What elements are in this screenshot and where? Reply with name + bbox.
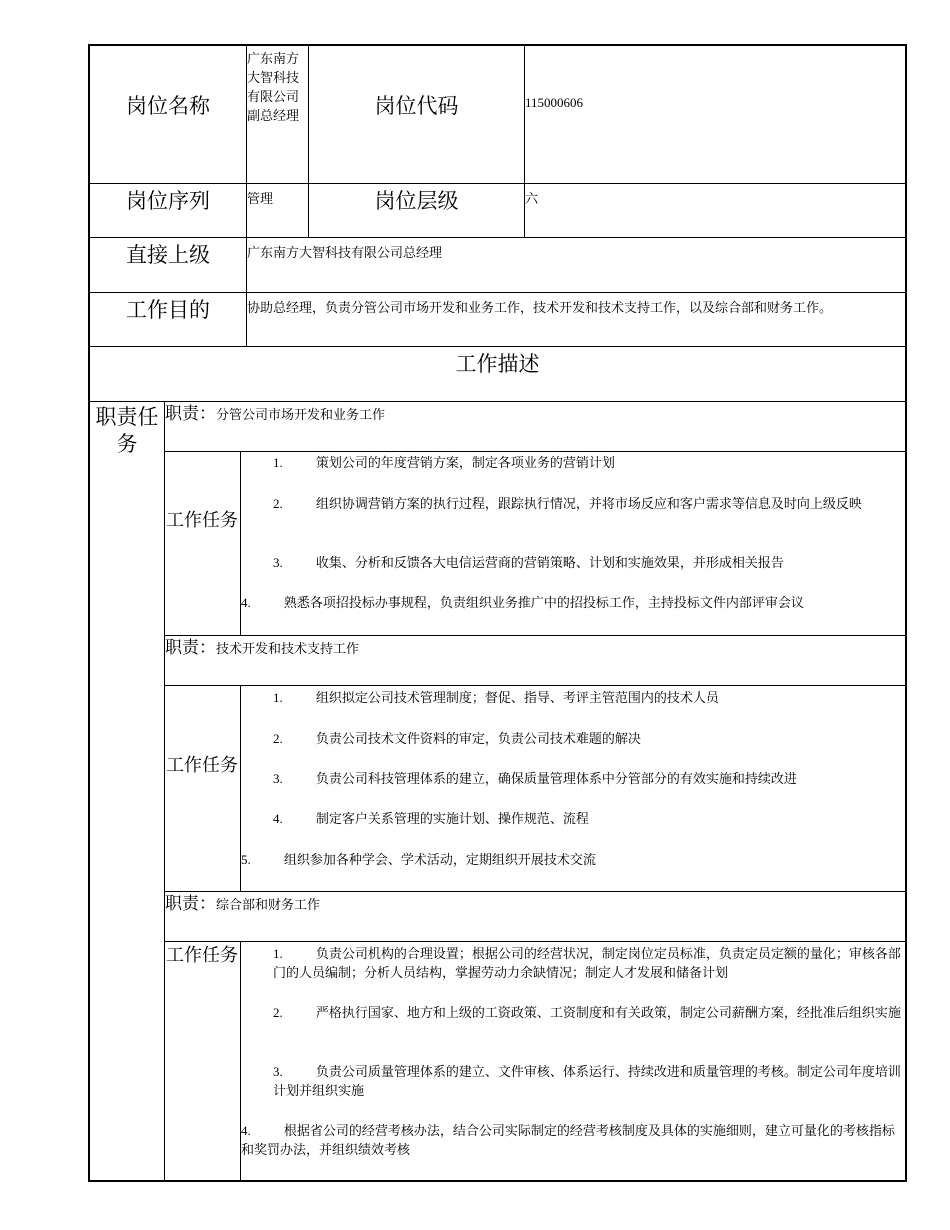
task-number: 1.	[273, 455, 283, 470]
superior-value: 广东南方大智科技有限公司总经理	[247, 246, 443, 261]
row-divider	[164, 451, 907, 452]
row-divider	[164, 635, 907, 636]
duty-title: 技术开发和技术支持工作	[216, 642, 360, 657]
task-item	[273, 729, 901, 749]
row-divider	[88, 401, 907, 402]
task-item	[273, 1062, 901, 1101]
superior-label: 直接上级	[126, 243, 210, 267]
purpose-label: 工作目的	[126, 298, 210, 322]
level-label: 岗位层级	[374, 189, 459, 213]
task-number: 3.	[273, 1064, 283, 1079]
description-title: 工作描述	[455, 352, 540, 376]
task-item	[273, 453, 901, 473]
task-number: 3.	[273, 771, 283, 786]
task-item	[241, 593, 903, 613]
duty-prefix: 职责：	[165, 894, 216, 914]
row-divider	[164, 941, 907, 942]
purpose-value: 协助总经理，负责分管公司市场开发和业务工作，技术开发和技术支持工作，以及综合部和财务工作。	[247, 301, 833, 316]
task-item	[273, 494, 901, 514]
task-text: 组织拟定公司技术管理制度；督促、指导、考评主管范围内的技术人员	[315, 691, 719, 706]
row-divider	[164, 685, 907, 686]
task-item	[273, 553, 901, 573]
task-item	[273, 769, 901, 789]
task-label: 工作任务	[166, 510, 238, 531]
row-divider	[164, 891, 907, 892]
task-number: 1.	[273, 690, 283, 705]
task-text: 组织协调营销方案的执行过程，跟踪执行情况，并将市场反应和客户需求等信息及时向上级反映	[315, 497, 862, 512]
duty-header	[165, 639, 359, 659]
duty-title: 综合部和财务工作	[216, 898, 321, 913]
row-divider	[88, 346, 907, 347]
task-number: 5.	[241, 852, 251, 867]
task-item	[273, 944, 901, 983]
task-number: 2.	[273, 1005, 283, 1020]
task-item	[241, 1121, 903, 1160]
task-number: 1.	[273, 946, 283, 961]
task-text: 负责公司技术文件资料的审定，负责公司技术难题的解决	[315, 732, 641, 747]
task-item	[273, 1003, 901, 1023]
task-text: 收集、分析和反馈各大电信运营商的营销策略、计划和实施效果，并形成相关报告	[315, 556, 784, 571]
sequence-value: 管理	[247, 192, 274, 207]
task-text: 组织参加各种学会、学术活动，定期组织开展技术交流	[283, 853, 596, 868]
position-name-label: 岗位名称	[126, 94, 210, 118]
duty-header	[165, 895, 320, 915]
task-text: 根据省公司的经营考核办法，结合公司实际制定的经营考核制度及具体的实施细则，建立可量化的考核指标和奖罚办法，并组织绩效考核	[241, 1124, 895, 1158]
position-code-value: 115000606	[525, 95, 584, 110]
position-name-value: 广东南方大智科技有限公司副总经理	[247, 52, 300, 124]
task-item	[273, 688, 901, 708]
task-label: 工作任务	[166, 945, 238, 966]
duty-title: 分管公司市场开发和业务工作	[216, 408, 386, 423]
task-text: 负责公司质量管理体系的建立、文件审核、体系运行、持续改进和质量管理的考核。制定公司年度培训计划并组织实施	[273, 1065, 901, 1099]
task-label: 工作任务	[166, 755, 238, 776]
task-item	[241, 850, 903, 870]
task-number: 3.	[273, 555, 283, 570]
task-text: 制定客户关系管理的实施计划、操作规范、流程	[315, 812, 589, 827]
sequence-label: 岗位序列	[126, 189, 210, 213]
level-value: 六	[525, 192, 539, 207]
position-code-label: 岗位代码	[374, 94, 459, 118]
task-number: 4.	[241, 595, 251, 610]
task-number: 2.	[273, 731, 283, 746]
duty-prefix: 职责：	[165, 404, 216, 424]
task-number: 2.	[273, 496, 283, 511]
duty-prefix: 职责：	[165, 638, 216, 658]
task-text: 策划公司的年度营销方案，制定各项业务的营销计划	[315, 456, 615, 471]
task-number: 4.	[241, 1123, 251, 1138]
duty-header	[165, 405, 385, 425]
task-text: 熟悉各项招投标办事规程，负责组织业务推广中的招投标工作，主持投标文件内部评审会议	[283, 596, 804, 611]
task-text: 严格执行国家、地方和上级的工资政策、工资制度和有关政策，制定公司薪酬方案，经批准后组织实施	[315, 1006, 901, 1021]
task-number: 4.	[273, 811, 283, 826]
task-text: 负责公司科技管理体系的建立，确保质量管理体系中分管部分的有效实施和持续改进	[315, 772, 797, 787]
task-text: 负责公司机构的合理设置；根据公司的经营状况，制定岗位定员标准，负责定员定额的量化；审核各部门的人员编制；分析人员结构，掌握劳动力余缺情况；制定人才发展和储备计划	[273, 947, 901, 981]
duties-label: 职责任务	[95, 405, 159, 456]
task-item	[273, 809, 901, 829]
